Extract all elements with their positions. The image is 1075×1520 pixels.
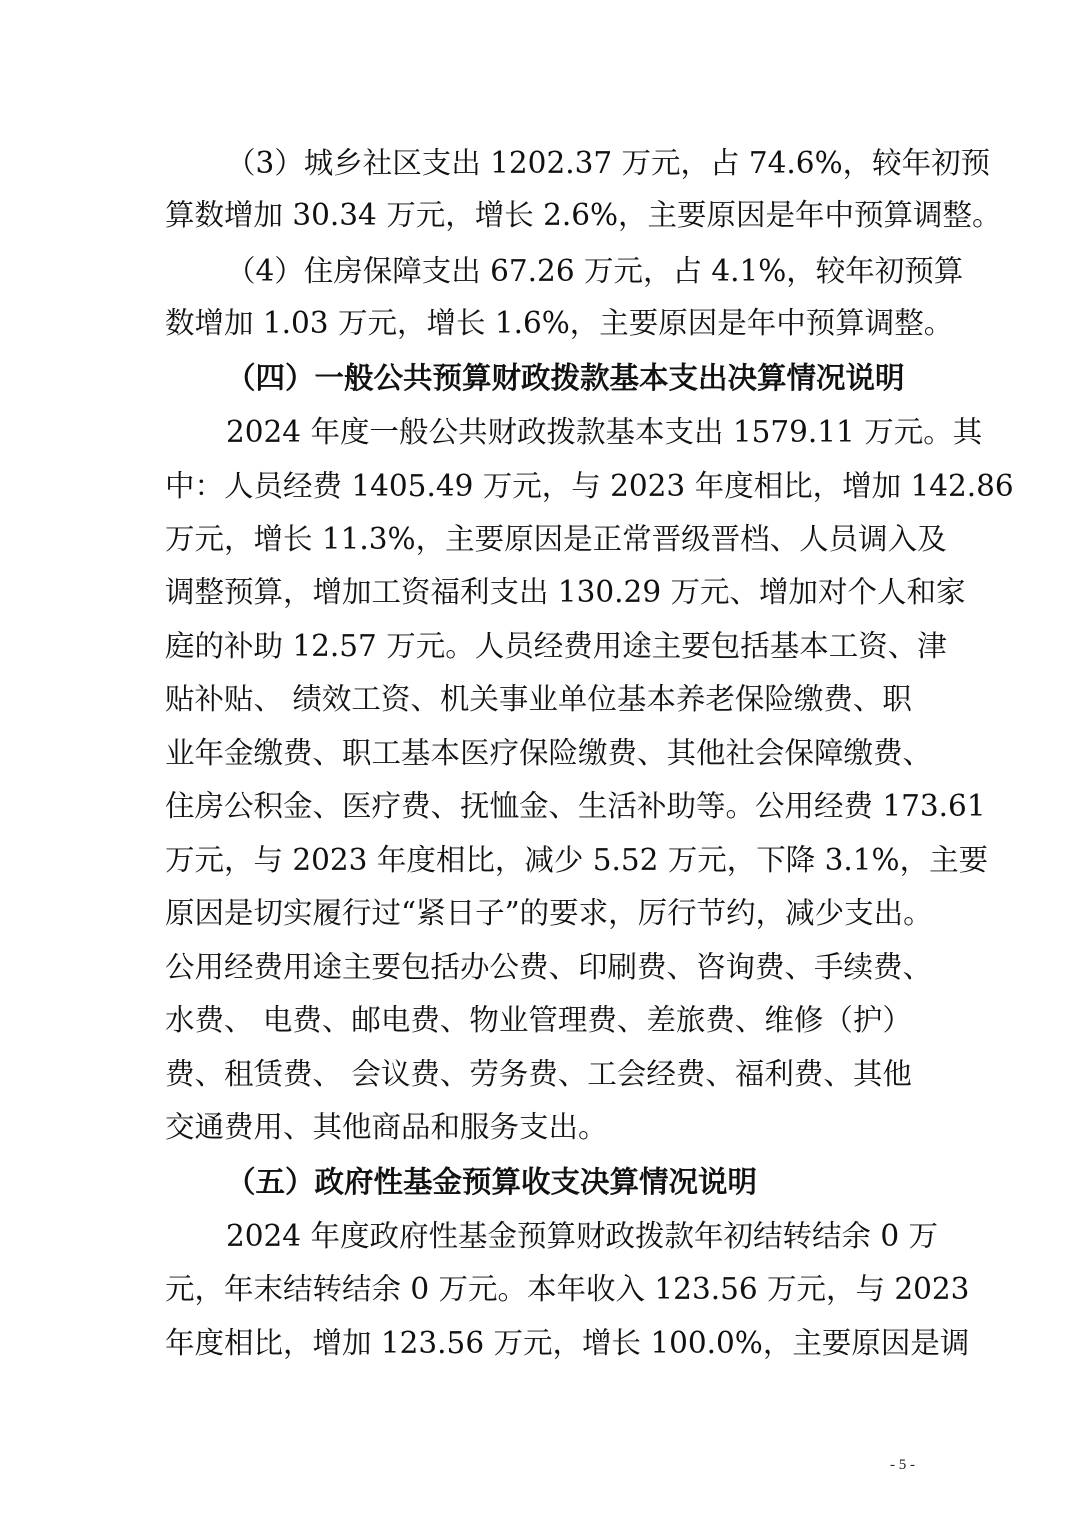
paragraph-urban-rural-line-1: （3）城乡社区支出 1202.37 万元，占 74.6%，较年初预 [226, 146, 991, 180]
paragraph-basic-expenditure-line-12: 水费、 电费、邮电费、物业管理费、差旅费、维修（护） [165, 1003, 912, 1037]
paragraph-basic-expenditure-line-1: 2024 年度一般公共财政拨款基本支出 1579.11 万元。其 [226, 415, 983, 449]
paragraph-basic-expenditure-line-7: 业年金缴费、职工基本医疗保险缴费、其他社会保障缴费、 [165, 736, 933, 770]
section-heading-basic-expenditure: （四）一般公共预算财政拨款基本支出决算情况说明 [226, 361, 905, 395]
paragraph-basic-expenditure-line-8: 住房公积金、医疗费、抚恤金、生活补助等。公用经费 173.61 [165, 789, 986, 823]
paragraph-basic-expenditure-line-11: 公用经费用途主要包括办公费、印刷费、咨询费、手续费、 [165, 950, 933, 984]
paragraph-basic-expenditure-line-10: 原因是切实履行过“紧日子”的要求，厉行节约，减少支出。 [165, 896, 933, 930]
paragraph-basic-expenditure-line-14: 交通费用、其他商品和服务支出。 [165, 1110, 608, 1144]
paragraph-government-fund-line-1: 2024 年度政府性基金预算财政拨款年初结转结余 0 万 [226, 1219, 938, 1253]
paragraph-basic-expenditure-line-5: 庭的补助 12.57 万元。人员经费用途主要包括基本工资、津 [165, 629, 947, 663]
paragraph-basic-expenditure-line-4: 调整预算，增加工资福利支出 130.29 万元、增加对个人和家 [165, 575, 966, 609]
paragraph-basic-expenditure-line-3: 万元，增长 11.3%，主要原因是正常晋级晋档、人员调入及 [165, 522, 947, 556]
page-number: - 5 - [890, 1457, 915, 1473]
paragraph-basic-expenditure-line-13: 费、租赁费、 会议费、劳务费、工会经费、福利费、其他 [165, 1057, 912, 1091]
paragraph-government-fund-line-2: 元，年末结转结余 0 万元。本年收入 123.56 万元，与 2023 [165, 1272, 970, 1306]
paragraph-basic-expenditure-line-2: 中：人员经费 1405.49 万元，与 2023 年度相比，增加 142.86 [165, 469, 1014, 503]
paragraph-basic-expenditure-line-9: 万元，与 2023 年度相比，减少 5.52 万元，下降 3.1%，主要 [165, 843, 989, 877]
paragraph-housing-line-1: （4）住房保障支出 67.26 万元，占 4.1%，较年初预算 [226, 254, 964, 288]
section-heading-government-fund: （五）政府性基金预算收支决算情况说明 [226, 1165, 758, 1199]
paragraph-housing-line-2: 数增加 1.03 万元，增长 1.6%，主要原因是年中预算调整。 [165, 306, 954, 340]
paragraph-basic-expenditure-line-6: 贴补贴、 绩效工资、机关事业单位基本养老保险缴费、职 [165, 682, 912, 716]
paragraph-urban-rural-line-2: 算数增加 30.34 万元，增长 2.6%，主要原因是年中预算调整。 [165, 198, 1002, 232]
paragraph-government-fund-line-3: 年度相比，增加 123.56 万元，增长 100.0%，主要原因是调 [165, 1326, 970, 1360]
